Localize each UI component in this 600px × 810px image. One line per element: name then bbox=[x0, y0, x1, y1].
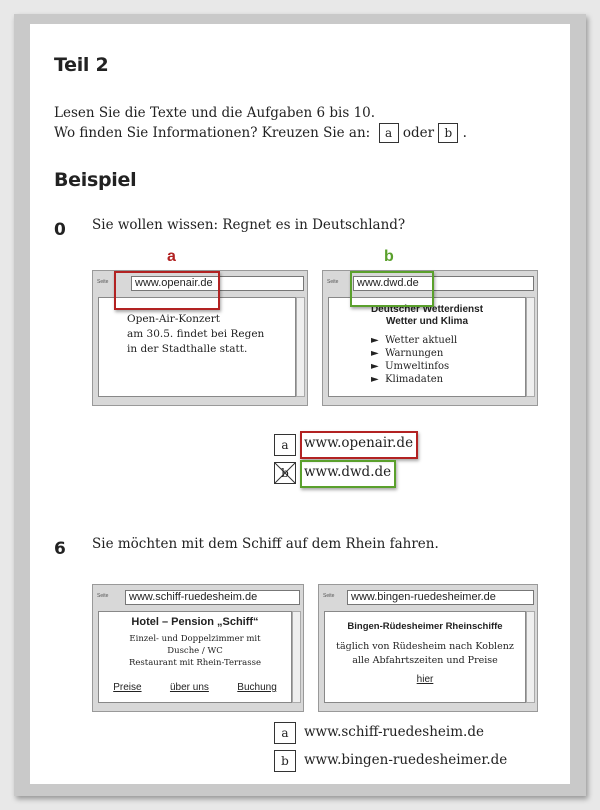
dwd-link-umwelt[interactable] bbox=[371, 360, 457, 373]
browser-address-label: Seite bbox=[327, 279, 339, 285]
answer-highlight-a bbox=[300, 431, 418, 459]
dwd-link-label: Wetter aktuell bbox=[385, 335, 458, 346]
example-number: 0 bbox=[54, 220, 66, 240]
schiff-link-preise[interactable]: Preise bbox=[113, 682, 142, 693]
answer-text-b: www.dwd.de bbox=[304, 464, 392, 480]
intro-or-text: oder bbox=[402, 125, 435, 141]
dwd-link-warnungen[interactable] bbox=[371, 347, 457, 360]
schiff-link-ueber-uns[interactable]: über uns bbox=[169, 682, 209, 693]
address-bar-schiff[interactable]: www.schiff-ruedesheim.de bbox=[125, 590, 300, 605]
browser-window-bingen bbox=[318, 584, 538, 712]
dwd-link-wetter[interactable] bbox=[371, 334, 457, 347]
browser-address-label: Seite bbox=[323, 593, 335, 599]
dwd-link-klima[interactable] bbox=[371, 373, 457, 386]
browser-content-schiff bbox=[98, 611, 292, 703]
example-label-a: a bbox=[167, 248, 176, 265]
dwd-link-label: Umweltinfos bbox=[385, 361, 450, 372]
schiff-line-3: Restaurant mit Rhein-Terrasse bbox=[128, 658, 262, 668]
bullet-icon: ► bbox=[371, 348, 379, 359]
worksheet-page bbox=[30, 24, 570, 784]
address-bar-bingen[interactable]: www.bingen-ruedesheimer.de bbox=[347, 590, 534, 605]
openair-line-2: am 30.5. findet bei Regen bbox=[127, 328, 265, 340]
dwd-title-1: Deutscher Wetterdienst bbox=[370, 304, 484, 315]
bullet-icon: ► bbox=[371, 374, 379, 385]
bingen-line-1: täglich von Rüdesheim nach Koblenz bbox=[336, 641, 514, 652]
scrollbar[interactable] bbox=[296, 297, 305, 397]
scrollbar[interactable] bbox=[292, 611, 301, 703]
answer-box-a[interactable]: a bbox=[274, 434, 296, 456]
example-label-b: b bbox=[384, 248, 394, 265]
browser-content-openair bbox=[98, 297, 296, 397]
task-6-question: Sie möchten mit dem Schiff auf dem Rhein fahren. bbox=[92, 536, 439, 552]
address-bar-openair[interactable]: www.openair.de bbox=[131, 276, 304, 291]
answer-highlight-b bbox=[300, 460, 396, 488]
intro-option-b-box: b bbox=[438, 123, 458, 143]
answer-box-b-letter: b bbox=[281, 466, 289, 480]
schiff-link-buchung[interactable]: Buchung bbox=[237, 682, 277, 693]
schiff-line-2: Dusche / WC bbox=[167, 646, 223, 656]
intro-line-1: Lesen Sie die Texte und die Aufgaben 6 bis 10. bbox=[54, 105, 376, 121]
page-shadow-frame bbox=[14, 14, 586, 796]
task6-answer-box-b[interactable]: b bbox=[274, 750, 296, 772]
answer-box-b-checked[interactable] bbox=[274, 462, 296, 484]
task6-answer-box-a[interactable]: a bbox=[274, 722, 296, 744]
browser-content-bingen bbox=[324, 611, 526, 703]
openair-line-3: in der Stadthalle statt. bbox=[127, 343, 248, 355]
browser-address-label: Seite bbox=[97, 593, 109, 599]
browser-window-schiff bbox=[92, 584, 304, 712]
task6-answer-text-a: www.schiff-ruedesheim.de bbox=[304, 724, 484, 740]
browser-content-dwd bbox=[328, 297, 526, 397]
dwd-link-label: Warnungen bbox=[385, 348, 444, 359]
address-bar-dwd[interactable]: www.dwd.de bbox=[353, 276, 534, 291]
dwd-link-label: Klimadaten bbox=[385, 374, 444, 385]
task-number-6: 6 bbox=[54, 539, 66, 559]
bullet-icon: ► bbox=[371, 361, 379, 372]
intro-line-2 bbox=[54, 123, 467, 143]
bingen-title: Bingen-Rüdesheimer Rheinschiffe bbox=[347, 621, 503, 632]
schiff-title: Hotel – Pension „Schiff“ bbox=[131, 616, 259, 628]
bingen-line-2: alle Abfahrtszeiten und Preise bbox=[352, 655, 498, 666]
scrollbar[interactable] bbox=[526, 297, 535, 397]
bullet-icon: ► bbox=[371, 335, 379, 346]
example-heading: Beispiel bbox=[54, 169, 137, 191]
bingen-link-hier[interactable]: hier bbox=[416, 674, 434, 685]
intro-instruction: Wo finden Sie Informationen? Kreuzen Sie an: bbox=[54, 125, 371, 141]
scrollbar[interactable] bbox=[526, 611, 535, 703]
section-title: Teil 2 bbox=[54, 54, 109, 76]
answer-text-a: www.openair.de bbox=[304, 435, 414, 451]
schiff-line-1: Einzel- und Doppelzimmer mit bbox=[129, 634, 261, 644]
intro-option-a-box: a bbox=[379, 123, 399, 143]
highlight-frame-b bbox=[350, 271, 434, 307]
task6-answer-text-b: www.bingen-ruedesheimer.de bbox=[304, 752, 508, 768]
dwd-title-2: Wetter und Klima bbox=[385, 316, 469, 327]
openair-line-1: Open-Air-Konzert bbox=[127, 313, 220, 325]
example-question: Sie wollen wissen: Regnet es in Deutschland? bbox=[92, 217, 406, 233]
intro-period: . bbox=[462, 125, 467, 141]
browser-address-label: Seite bbox=[97, 279, 109, 285]
highlight-frame-a bbox=[114, 271, 220, 310]
